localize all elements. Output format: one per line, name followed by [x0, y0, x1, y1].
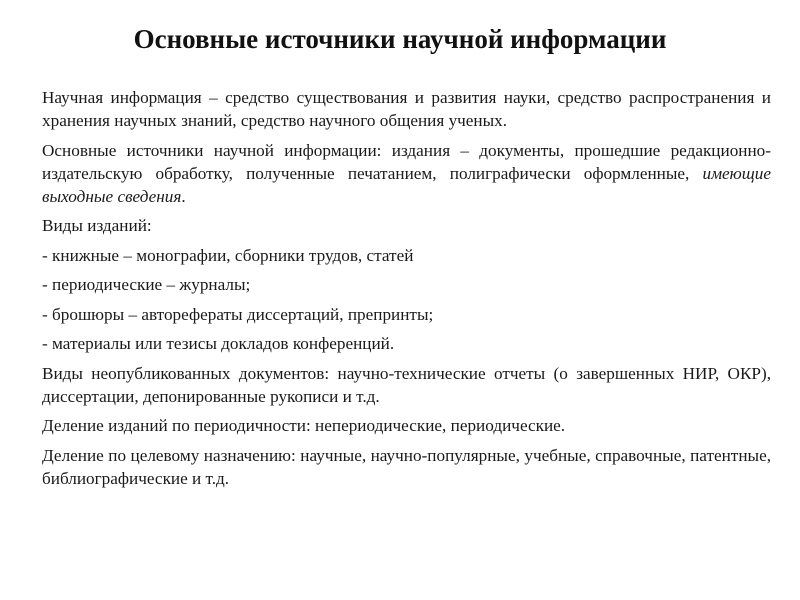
- paragraph-types-heading: Виды изданий:: [42, 216, 152, 235]
- slide-title: Основные источники научной информации: [133, 24, 667, 54]
- list-item-books: - книжные – монографии, сборники трудов, статей: [42, 245, 414, 265]
- list-item-brochures: - брошюры – авторефераты диссертаций, препринты;: [42, 304, 434, 324]
- italic-phrase: имеющие выходные сведения: [42, 163, 771, 206]
- paragraph-main-sources-end: .: [181, 186, 186, 206]
- paragraph-main-sources: [42, 139, 771, 208]
- list-item-periodicals: - периодические – журналы;: [42, 275, 251, 294]
- paragraph-unpublished-documents: Виды неопубликованных документов: научно-технические отчеты (о завершенных НИР, ОКР), диссертации, депонированные рукописи и т.д.: [42, 363, 771, 406]
- paragraph-periodicity-division: Деление изданий по периодичности: непериодические, периодические.: [42, 416, 566, 435]
- paragraph-purpose-division: Деление по целевому назначению: научные, научно-популярные, учебные, справочные, патентные, библиографические и т.д.: [42, 445, 771, 488]
- paragraph-definition: Научная информация – средство существования и развития науки, средство распространения и хранения научных знаний, средство научного общения ученых.: [42, 88, 771, 130]
- slide-body: [42, 86, 771, 496]
- paragraph-main-sources-text: Основные источники научной информации: издания – документы, прошедшие редакционно-издательскую обработку, полученные печатанием, полиграфически оформленные,: [42, 140, 771, 183]
- list-item-conference-materials: - материалы или тезисы докладов конференций.: [42, 334, 395, 353]
